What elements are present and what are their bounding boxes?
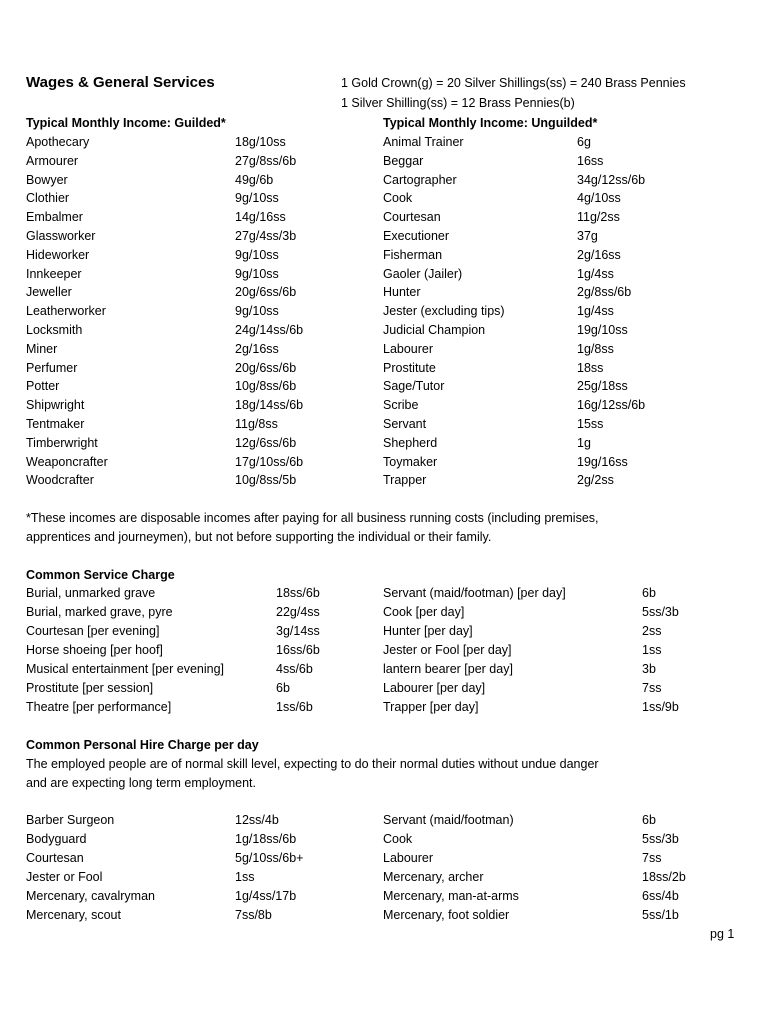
row-value: 9g/10ss [235, 191, 279, 206]
row-label: Courtesan [383, 210, 441, 225]
row-value: 37g [577, 229, 598, 243]
row-value: 5ss/3b [642, 832, 679, 846]
row-value: 2g/8ss/6b [577, 285, 632, 300]
row-value: 6b [642, 813, 656, 827]
row-label: Cook [383, 832, 413, 846]
row-value: 1ss [642, 643, 662, 657]
row-label: Mercenary, man-at-arms [383, 889, 519, 903]
row-label: Hunter [per day] [383, 624, 473, 638]
row-label: Prostitute [383, 360, 436, 375]
footnote-line-2: apprentices and journeymen), but not before supporting the individual or their family. [26, 530, 492, 544]
row-value: 9g/10ss [235, 247, 279, 262]
row-label: Mercenary, foot soldier [383, 908, 510, 922]
row-label: Mercenary, scout [26, 908, 121, 922]
row-value: 10g/8ss/6b [235, 379, 297, 394]
row-label: Sage/Tutor [383, 379, 445, 394]
row-label: Cook [383, 191, 413, 206]
row-value: 6b [642, 586, 656, 600]
row-label: Labourer [383, 341, 434, 356]
row-label: Jeweller [26, 285, 72, 300]
row-value: 18g/14ss/6b [235, 398, 304, 413]
row-label: Clothier [26, 191, 70, 206]
row-label: Burial, unmarked grave [26, 586, 156, 600]
row-value: 2g/16ss [577, 247, 621, 262]
row-value: 18ss/6b [276, 586, 320, 600]
guilded-heading: Typical Monthly Income: Guilded* [26, 116, 226, 130]
row-value: 27g/4ss/3b [235, 229, 297, 243]
row-label: Beggar [383, 153, 424, 168]
row-label: Toymaker [383, 454, 438, 469]
row-label: Potter [26, 379, 60, 394]
row-value: 18ss/2b [642, 870, 686, 884]
row-value: 16g/12ss/6b [577, 398, 646, 413]
row-label: Leatherworker [26, 304, 106, 319]
row-label: Fisherman [383, 247, 443, 262]
row-label: lantern bearer [per day] [383, 662, 513, 676]
row-label: Bowyer [26, 172, 68, 187]
row-value: 22g/4ss [276, 605, 320, 619]
row-label: Shipwright [26, 398, 85, 413]
row-label: Courtesan [26, 851, 84, 865]
page-title: Wages & General Services [26, 74, 215, 91]
row-label: Musical entertainment [per evening] [26, 662, 225, 676]
row-value: 34g/12ss/6b [577, 172, 646, 187]
row-value: 2ss [642, 624, 662, 638]
row-value: 2g/16ss [235, 341, 279, 356]
row-label: Trapper [per day] [383, 700, 479, 714]
row-label: Labourer [per day] [383, 681, 486, 695]
row-value: 1ss/9b [642, 700, 679, 714]
row-value: 1g/4ss [577, 304, 614, 319]
row-value: 1g/4ss [577, 266, 614, 281]
row-label: Servant [383, 417, 427, 431]
currency-rate-line-1: 1 Gold Crown(g) = 20 Silver Shillings(ss) = 240 Brass Pennies [341, 76, 686, 90]
row-label: Cook [per day] [383, 605, 465, 619]
row-value: 7ss/8b [235, 908, 272, 922]
row-value: 12g/6ss/6b [235, 435, 297, 450]
row-value: 6g [577, 135, 591, 149]
row-value: 6b [276, 681, 290, 695]
row-value: 17g/10ss/6b [235, 454, 304, 469]
row-label: Glassworker [26, 229, 96, 243]
row-value: 11g/2ss [577, 210, 620, 225]
row-label: Embalmer [26, 210, 83, 225]
row-value: 19g/10ss [577, 323, 628, 337]
row-value: 20g/6ss/6b [235, 360, 297, 375]
row-value: 14g/16ss [235, 210, 286, 225]
row-value: 1g [577, 435, 591, 450]
row-label: Tentmaker [26, 417, 85, 431]
hire-description-line-2: and are expecting long term employment. [26, 776, 256, 790]
row-value: 3b [642, 662, 656, 676]
row-label: Mercenary, archer [383, 870, 484, 884]
row-label: Miner [26, 341, 58, 356]
row-value: 18ss [577, 360, 604, 375]
row-label: Jester (excluding tips) [383, 304, 505, 319]
row-value: 10g/8ss/5b [235, 473, 297, 488]
row-value: 19g/16ss [577, 454, 628, 469]
row-label: Apothecary [26, 135, 90, 149]
row-label: Trapper [383, 473, 427, 488]
row-label: Servant (maid/footman) [per day] [383, 586, 566, 600]
row-label: Jester or Fool [26, 870, 103, 884]
row-label: Jester or Fool [per day] [383, 643, 512, 657]
row-value: 6ss/4b [642, 889, 679, 903]
row-value: 1ss [235, 870, 255, 884]
row-label: Scribe [383, 398, 419, 413]
row-label: Animal Trainer [383, 135, 464, 149]
currency-rate-line-2: 1 Silver Shilling(ss) = 12 Brass Pennies(b) [341, 96, 575, 110]
row-value: 5ss/3b [642, 605, 679, 619]
row-value: 1g/8ss [577, 341, 614, 356]
row-value: 27g/8ss/6b [235, 153, 297, 168]
row-label: Shepherd [383, 435, 438, 450]
row-label: Hideworker [26, 247, 90, 262]
row-value: 1g/18ss/6b [235, 832, 297, 846]
row-value: 3g/14ss [276, 624, 320, 638]
row-label: Armourer [26, 153, 79, 168]
row-label: Theatre [per performance] [26, 700, 172, 714]
row-label: Locksmith [26, 323, 83, 337]
row-value: 11g/8ss [235, 417, 278, 431]
row-value: 25g/18ss [577, 379, 628, 394]
row-label: Timberwright [26, 435, 98, 450]
row-value: 1ss/6b [276, 700, 313, 714]
row-value: 4ss/6b [276, 662, 313, 676]
row-label: Barber Surgeon [26, 813, 115, 827]
footnote-line-1: *These incomes are disposable incomes after paying for all business running costs (including premises, [26, 511, 599, 525]
row-value: 16ss [577, 153, 604, 168]
row-value: 24g/14ss/6b [235, 323, 304, 337]
row-value: 9g/10ss [235, 304, 279, 319]
row-label: Courtesan [per evening] [26, 624, 160, 638]
row-label: Mercenary, cavalryman [26, 889, 155, 903]
row-label: Innkeeper [26, 266, 82, 281]
row-label: Horse shoeing [per hoof] [26, 643, 163, 657]
row-label: Perfumer [26, 360, 78, 375]
unguilded-heading: Typical Monthly Income: Unguilded* [383, 116, 598, 130]
row-value: 5ss/1b [642, 908, 679, 922]
row-value: 7ss [642, 681, 662, 695]
row-value: 18g/10ss [235, 135, 286, 149]
hire-description-line-1: The employed people are of normal skill level, expecting to do their normal duties without undue danger [26, 757, 599, 771]
row-label: Executioner [383, 229, 450, 243]
hire-charge-heading: Common Personal Hire Charge per day [26, 738, 259, 752]
row-label: Cartographer [383, 172, 457, 187]
row-label: Burial, marked grave, pyre [26, 605, 173, 619]
row-value: 16ss/6b [276, 643, 320, 657]
row-label: Labourer [383, 851, 434, 865]
row-label: Woodcrafter [26, 473, 94, 488]
row-label: Hunter [383, 285, 421, 300]
row-value: 20g/6ss/6b [235, 285, 297, 300]
row-label: Gaoler (Jailer) [383, 266, 463, 281]
row-label: Weaponcrafter [26, 454, 108, 469]
row-value: 7ss [642, 851, 662, 865]
row-value: 1g/4ss/17b [235, 889, 297, 903]
row-label: Bodyguard [26, 832, 87, 846]
row-label: Servant (maid/footman) [383, 813, 514, 827]
row-value: 12ss/4b [235, 813, 279, 827]
row-value: 9g/10ss [235, 266, 279, 281]
page-number: pg 1 [710, 927, 735, 941]
row-value: 15ss [577, 417, 604, 431]
row-value: 2g/2ss [577, 473, 614, 488]
row-value: 4g/10ss [577, 191, 621, 206]
service-charge-heading: Common Service Charge [26, 568, 175, 582]
row-label: Prostitute [per session] [26, 681, 154, 695]
row-value: 49g/6b [235, 172, 274, 187]
row-value: 5g/10ss/6b+ [235, 851, 304, 865]
row-label: Judicial Champion [383, 323, 486, 337]
